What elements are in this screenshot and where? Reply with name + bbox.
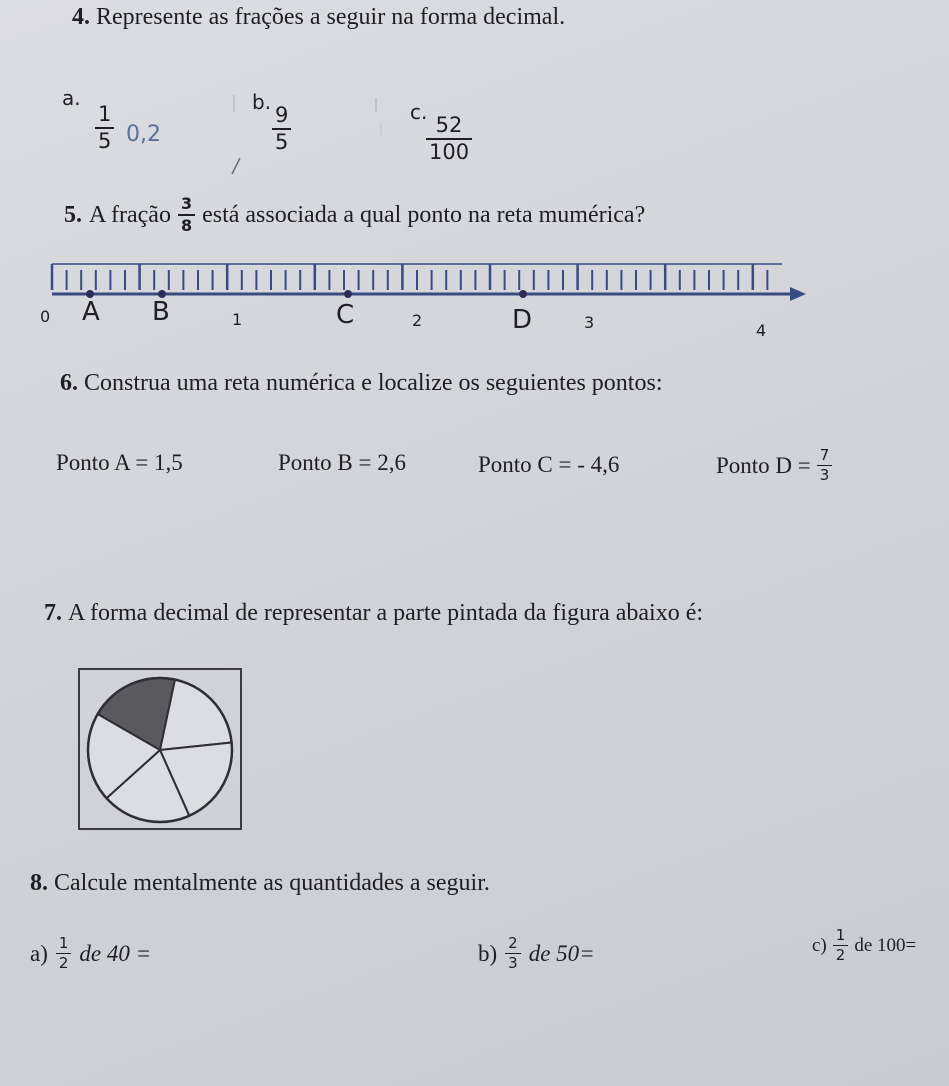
q5-text-after: está associada a qual ponto na reta mumérica? (202, 201, 646, 228)
q6-point-b: Ponto B = 2,6 (278, 450, 406, 475)
q8-b-label: b) (478, 940, 498, 966)
q8-item-a (30, 936, 151, 971)
q6-point-d-numerator: 7 (819, 446, 830, 464)
axis-label-0: 0 (40, 307, 51, 326)
q6-point-d-denominator: 3 (817, 465, 833, 483)
q8-c-denominator: 2 (833, 945, 849, 963)
q8-a-numerator: 1 (58, 934, 69, 952)
q6-point-c: Ponto C = - 4,6 (478, 452, 620, 477)
point-label-a: A (82, 297, 100, 327)
q6-number: 6. (60, 370, 78, 396)
q8-a-rest: de 40 = (79, 940, 152, 966)
q6-point-d-label: Ponto D = (716, 452, 811, 478)
q8-c-label: c) (812, 934, 827, 956)
q7-text: A forma decimal de representar a parte pintada da figura abaixo é: (68, 600, 704, 626)
q8-b-numerator: 2 (508, 934, 518, 952)
number-line-arrow-icon (790, 287, 806, 301)
q8-title (30, 870, 490, 897)
q4-item-a-label: a. (62, 86, 81, 110)
q4-b-denominator: 5 (272, 128, 291, 153)
point-label-b: B (152, 297, 170, 327)
q4-number: 4. (72, 4, 90, 30)
q4-text: Represente as frações a seguir na forma decimal. (96, 4, 566, 30)
q8-b-rest: de 50= (528, 940, 595, 966)
q5-number-line (0, 250, 949, 360)
q6-text: Construa uma reta numérica e localize os seguientes pontos: (84, 370, 663, 396)
q8-item-b (478, 936, 595, 971)
q8-c-rest: de 100= (854, 934, 917, 956)
q8-c-numerator: 1 (835, 926, 846, 944)
q7-pie-figure (78, 668, 242, 830)
q5-title (64, 196, 645, 234)
q4-a-handwritten-answer: 0,2 (126, 122, 161, 147)
point-d-dot (519, 290, 527, 298)
q5-text-before: A fração (89, 201, 171, 228)
axis-label-4: 4 (756, 321, 767, 340)
number-line-ticks (52, 264, 782, 290)
q7-title (44, 600, 703, 627)
q5-denominator: 8 (178, 214, 195, 234)
axis-label-3: 3 (584, 313, 595, 332)
q8-item-c (812, 928, 916, 963)
q8-a-denominator: 2 (56, 953, 72, 971)
q4-a-numerator: 1 (98, 102, 112, 126)
q4-b-numerator: 9 (275, 103, 289, 127)
q5-numerator: 3 (180, 194, 193, 213)
point-c-dot (344, 290, 352, 298)
q8-b-denominator: 3 (505, 953, 521, 971)
q7-number: 7. (44, 600, 62, 626)
point-label-c: C (336, 300, 355, 330)
q4-item-b-label: b. (252, 90, 272, 114)
q4-a-denominator: 5 (95, 127, 114, 152)
point-label-d: D (512, 305, 533, 335)
q4-c-numerator: 52 (435, 113, 463, 137)
q4-c-denominator: 100 (426, 138, 472, 163)
q6-title (60, 370, 662, 397)
q6-point-a: Ponto A = 1,5 (56, 450, 183, 475)
q8-text: Calcule mentalmente as quantidades a seguir. (54, 870, 490, 896)
q6-point-d (716, 448, 832, 483)
q4-item-c-label: c. (410, 100, 428, 124)
axis-label-1: 1 (232, 310, 243, 329)
q8-a-label: a) (30, 940, 48, 966)
q8-number: 8. (30, 870, 48, 896)
q5-number: 5. (64, 201, 82, 228)
axis-label-2: 2 (412, 311, 423, 330)
